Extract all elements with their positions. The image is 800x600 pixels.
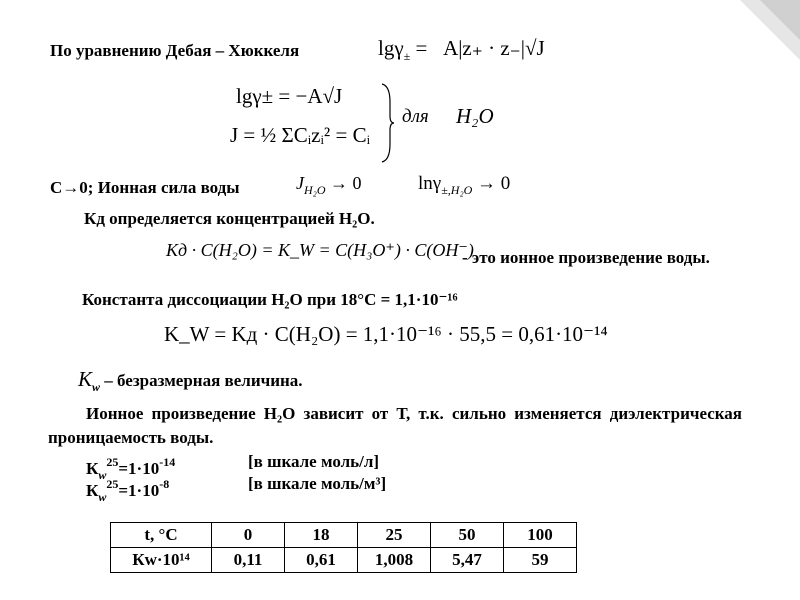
ionic-strength-water-limit xyxy=(296,173,362,198)
limit-ln-sub: ±,H₂O xyxy=(441,183,473,197)
limit-line: C→0; Ионная сила воды xyxy=(50,178,240,197)
ionic-product-equation: Kд · C(H₂O) = K_W = C(H₃O⁺) · C(OH⁻) xyxy=(166,240,474,260)
kw-value-equation: K_W = Kд · C(H₂O) = 1,1·10⁻¹⁶ · 55,5 = 0,61·10⁻¹⁴ xyxy=(164,322,608,346)
table-cell: 100 xyxy=(504,523,577,548)
water-formula: H₂O xyxy=(456,104,494,128)
kw-dimensionless-text: – безразмерная величина. xyxy=(104,371,303,390)
corner-decoration xyxy=(740,0,800,60)
limit-j-sub: H₂O xyxy=(304,183,326,197)
table-row-kw xyxy=(111,548,577,573)
table-cell: 0,61 xyxy=(285,548,358,573)
table-row-temperature xyxy=(111,523,577,548)
kd-line: Кд определяется концентрацией Н₂О. xyxy=(84,209,375,228)
limit-arrow: → 0 xyxy=(330,173,362,193)
ionic-strength-equation: J = ½ ΣCᵢzᵢ² = Cᵢ xyxy=(230,123,371,147)
table-cell: 18 xyxy=(285,523,358,548)
limit-ln: lnγ xyxy=(418,173,442,194)
kw25-mol-per-l: $К_w^{25}=1\cdot 10^{-14}$ [в шкале моль/л] xyxy=(86,452,380,482)
table-cell: 5,47 xyxy=(431,548,504,573)
kw-dimensionless-line: $K_w$ – безразмерная величина. xyxy=(78,367,303,394)
table-header-kw: Кw·10¹⁴ xyxy=(111,548,212,573)
table-cell: 50 xyxy=(431,523,504,548)
heading: По уравнению Дебая – Хюккеля xyxy=(50,41,300,60)
kw25-mol-per-m3-unit: [в шкале моль/м³] xyxy=(248,474,387,493)
temperature-dependence-paragraph: Ионное произведение Н₂О зависит от Т, т.к. сильно изменяется диэлектрическая проницаемость воды. xyxy=(48,404,742,447)
dissociation-constant-line: Константа диссоциации Н₂О при 18°С = 1,1·10⁻¹⁶ xyxy=(82,290,458,309)
for-label: для xyxy=(402,106,429,127)
ionic-product-note: - это ионное произведение воды. xyxy=(462,248,710,267)
kw-temperature-table xyxy=(110,522,577,573)
system-brace xyxy=(380,82,394,164)
table-header-temperature: t, °C xyxy=(111,523,212,548)
simplified-equation: lgγ± = −A√J xyxy=(236,84,343,108)
dh-lhs: lgγ xyxy=(378,36,404,60)
ln-gamma-limit: lnγ$_{\pm,H_2O}$ → 0 xyxy=(418,173,511,197)
table-cell: 25 xyxy=(358,523,431,548)
table-cell: 1,008 xyxy=(358,548,431,573)
debye-huckel-equation: lgγ$_\pm$ = A|z₊ · z₋|√J xyxy=(378,36,545,63)
limit-j: J xyxy=(296,173,304,193)
kw25-mol-per-m3: $К_w^{25}=1\cdot 10^{-8}$ [в шкале моль/м³] xyxy=(86,474,387,504)
kw25-mol-per-l-unit: [в шкале моль/л] xyxy=(248,452,380,471)
table-cell: 0 xyxy=(212,523,285,548)
dh-rhs: A|z₊ · z₋|√J xyxy=(443,36,545,60)
table-cell: 0,11 xyxy=(212,548,285,573)
table-cell: 59 xyxy=(504,548,577,573)
